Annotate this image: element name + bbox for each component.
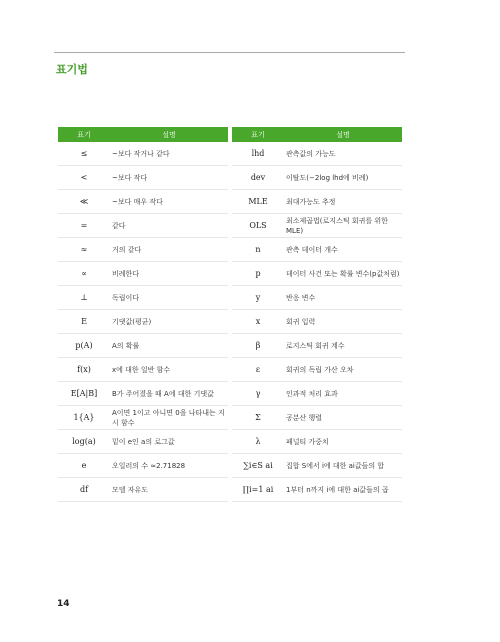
notation-description: 비례한다 — [110, 262, 228, 286]
notation-description: 오일러의 수 ≈2.71828 — [110, 454, 228, 478]
table-row — [232, 262, 402, 286]
notation-description: 회귀 입력 — [284, 310, 402, 334]
table-row — [232, 478, 402, 502]
notation-description: A의 확률 — [110, 334, 228, 358]
notation-symbol: ∝ — [58, 262, 110, 286]
notation-description: 이탈도(−2log lhd에 비례) — [284, 166, 402, 190]
notation-description: 1부터 n까지 i에 대한 ai값들의 곱 — [284, 478, 402, 502]
table-row — [58, 406, 228, 430]
header-symbol: 표기 — [232, 127, 284, 142]
notation-symbol: x — [232, 310, 284, 334]
notation-table-right — [232, 127, 402, 502]
notation-symbol: ∏i=1 ai — [232, 478, 284, 502]
table-row — [58, 478, 228, 502]
notation-symbol: OLS — [232, 214, 284, 238]
table-row — [58, 238, 228, 262]
notation-description: 관측값의 가능도 — [284, 142, 402, 166]
table-header-row — [58, 127, 228, 142]
notation-symbol: lhd — [232, 142, 284, 166]
table-row — [58, 430, 228, 454]
notation-description: x에 대한 일반 함수 — [110, 358, 228, 382]
notation-description: 기댓값(평균) — [110, 310, 228, 334]
header-description: 설명 — [110, 127, 228, 142]
table-row — [58, 310, 228, 334]
notation-description: 같다 — [110, 214, 228, 238]
notation-symbol: ≤ — [58, 142, 110, 166]
table-row — [58, 190, 228, 214]
table-row — [232, 454, 402, 478]
notation-description: 최대가능도 추정 — [284, 190, 402, 214]
notation-symbol: p — [232, 262, 284, 286]
notation-description: 모델 자유도 — [110, 478, 228, 502]
table-row — [58, 382, 228, 406]
notation-symbol: MLE — [232, 190, 284, 214]
notation-symbol: β — [232, 334, 284, 358]
table-row — [232, 190, 402, 214]
notation-description: 인과적 처리 효과 — [284, 382, 402, 406]
notation-symbol: df — [58, 478, 110, 502]
table-row — [58, 334, 228, 358]
table-row — [232, 430, 402, 454]
table-row — [232, 166, 402, 190]
notation-description: A이면 1이고 아니면 0을 나타내는 지시 함수 — [110, 406, 228, 430]
table-row — [232, 406, 402, 430]
notation-description: 밑이 e인 a의 로그값 — [110, 430, 228, 454]
table-row — [58, 286, 228, 310]
notation-symbol: Σ — [232, 406, 284, 430]
notation-description: 공분산 행렬 — [284, 406, 402, 430]
header-description: 설명 — [284, 127, 402, 142]
notation-symbol: log(a) — [58, 430, 110, 454]
table-row — [58, 166, 228, 190]
table-row — [232, 238, 402, 262]
notation-description: 로지스틱 회귀 계수 — [284, 334, 402, 358]
page-number: 14 — [57, 599, 70, 609]
notation-symbol: ⊥ — [58, 286, 110, 310]
notation-symbol: < — [58, 166, 110, 190]
section-title: 표기법 — [56, 63, 88, 76]
notation-symbol: = — [58, 214, 110, 238]
table-row — [232, 214, 402, 238]
table-row — [232, 382, 402, 406]
notation-description: 집합 S에서 i에 대한 ai값들의 합 — [284, 454, 402, 478]
notation-description: 거의 같다 — [110, 238, 228, 262]
notation-symbol: E[A|B] — [58, 382, 110, 406]
notation-symbol: ≪ — [58, 190, 110, 214]
notation-description: ~보다 작다 — [110, 166, 228, 190]
table-row — [58, 358, 228, 382]
top-rule — [54, 52, 405, 53]
notation-symbol: p(A) — [58, 334, 110, 358]
notation-description: 페널티 가중치 — [284, 430, 402, 454]
notation-description: B가 주어졌을 때 A에 대한 기댓값 — [110, 382, 228, 406]
table-row — [58, 142, 228, 166]
table-row — [232, 142, 402, 166]
notation-symbol: dev — [232, 166, 284, 190]
notation-symbol: ε — [232, 358, 284, 382]
header-symbol: 표기 — [58, 127, 110, 142]
table-row — [58, 262, 228, 286]
notation-symbol: y — [232, 286, 284, 310]
notation-symbol: e — [58, 454, 110, 478]
notation-symbol: ∑i∈S ai — [232, 454, 284, 478]
table-row — [232, 358, 402, 382]
notation-description: ~보다 매우 작다 — [110, 190, 228, 214]
notation-symbol: ≈ — [58, 238, 110, 262]
notation-description: 관측 데이터 개수 — [284, 238, 402, 262]
notation-symbol: n — [232, 238, 284, 262]
notation-symbol: f(x) — [58, 358, 110, 382]
notation-symbol: γ — [232, 382, 284, 406]
table-row — [232, 286, 402, 310]
notation-description: 최소제곱법(로지스틱 회귀를 위한 MLE) — [284, 214, 402, 238]
table-row — [232, 334, 402, 358]
notation-symbol: E — [58, 310, 110, 334]
notation-description: 반응 변수 — [284, 286, 402, 310]
notation-symbol: λ — [232, 430, 284, 454]
table-row — [232, 310, 402, 334]
table-header-row — [232, 127, 402, 142]
notation-table-left — [58, 127, 228, 502]
notation-description: ~보다 작거나 같다 — [110, 142, 228, 166]
notation-description: 회귀의 독립 가산 오차 — [284, 358, 402, 382]
table-row — [58, 454, 228, 478]
notation-description: 데이터 사건 또는 확률 변수(p값처럼) — [284, 262, 402, 286]
notation-symbol: 1{A} — [58, 406, 110, 430]
notation-description: 독립이다 — [110, 286, 228, 310]
table-row — [58, 214, 228, 238]
